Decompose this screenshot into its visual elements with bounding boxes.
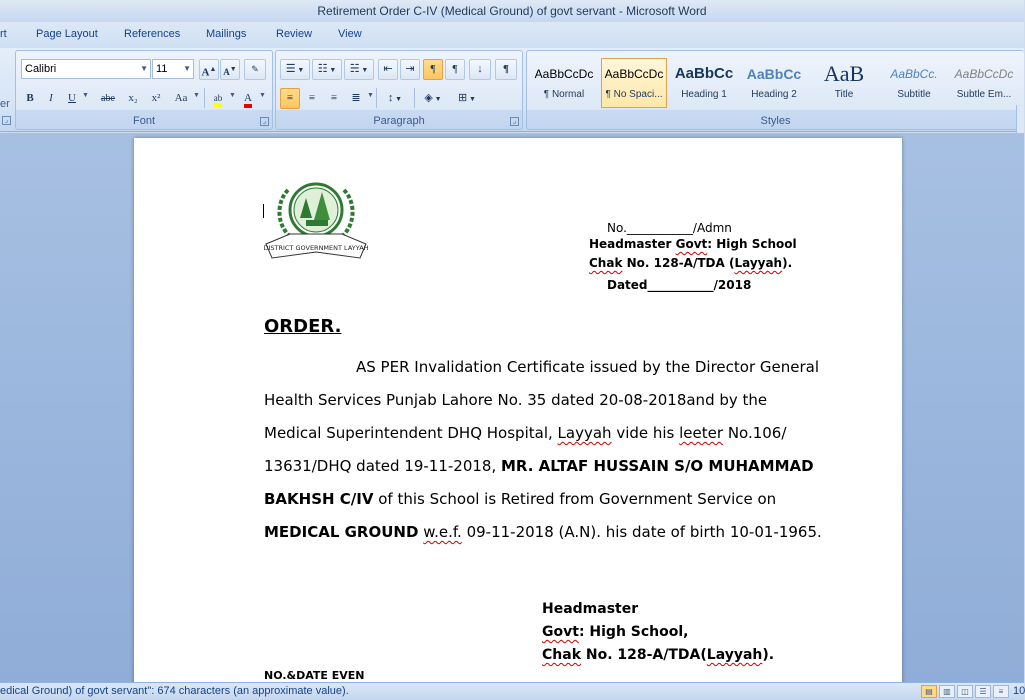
font-group xyxy=(15,50,273,130)
body-text: 09-11-2018 (A.N). his date of birth 10-01-1965. xyxy=(461,523,822,541)
paint-bucket-icon: ◈ xyxy=(424,92,433,104)
align-center-button[interactable] xyxy=(302,88,322,109)
clipboard-group-partial-label: er xyxy=(0,98,10,110)
style-sample: AaBbCc. xyxy=(890,67,938,81)
style-subtle-emphasis[interactable] xyxy=(951,58,1017,108)
justify-button[interactable] xyxy=(346,88,366,109)
clear-formatting-button[interactable] xyxy=(244,59,266,80)
underline-button[interactable]: U xyxy=(68,92,76,104)
outline-view-icon[interactable]: ☰ xyxy=(975,685,991,698)
full-screen-reading-view-icon[interactable]: ▥ xyxy=(939,685,955,698)
align-center-icon: ≡ xyxy=(308,92,316,104)
paragraph-dialog-launcher-icon[interactable]: ⌟ xyxy=(510,117,519,126)
increase-indent-button[interactable] xyxy=(400,59,420,80)
align-right-button[interactable] xyxy=(324,88,344,109)
tab-references[interactable]: References xyxy=(124,28,181,40)
font-size-combo[interactable] xyxy=(152,59,194,79)
indent-icon: ⇥ xyxy=(405,63,415,75)
right-to-left-button[interactable] xyxy=(445,59,465,80)
font-name-value: Calibri xyxy=(25,63,57,75)
pilcrow-icon: ¶ xyxy=(503,63,509,75)
style-sample: AaBbCcDc xyxy=(534,67,594,81)
logo-text: DISTRICT GOVERNMENT LAYYAH xyxy=(263,244,369,252)
justify-icon: ≣ xyxy=(351,92,361,104)
paragraph-group-label: Paragraph xyxy=(373,115,425,127)
body-line-6 xyxy=(264,523,822,541)
retirement-ground: MEDICAL GROUND xyxy=(264,523,419,541)
body-text: leeter xyxy=(679,424,724,442)
style-name: Subtitle xyxy=(897,89,931,100)
tab-mailings[interactable]: Mailings xyxy=(206,28,247,40)
style-no-spacing[interactable] xyxy=(601,58,667,108)
highlight-button[interactable] xyxy=(207,88,229,109)
font-name-combo[interactable] xyxy=(21,59,151,79)
shrink-font-button[interactable]: A▼ xyxy=(220,59,240,80)
chevron-down-icon: ▼ xyxy=(367,92,374,99)
signature-text: Govt xyxy=(542,624,579,640)
signature-text: No. 128-A/TDA( xyxy=(581,647,707,663)
status-message: edical Ground) of govt servant": 674 characters (an approximate value). xyxy=(0,685,349,697)
style-sample: AaBbCcDc xyxy=(954,67,1014,81)
eraser-icon: ✎ xyxy=(251,64,259,74)
style-sample: AaB xyxy=(823,61,865,86)
office-line-text: ). xyxy=(782,256,793,270)
ribbon-tabs xyxy=(0,22,1024,48)
sort-icon: ↓ xyxy=(477,63,483,75)
style-name: Heading 2 xyxy=(751,89,797,100)
numbering-icon: ☷ xyxy=(317,63,328,75)
styles-group xyxy=(526,50,1024,130)
status-bar xyxy=(0,682,1024,700)
signature-text: Chak xyxy=(542,647,581,663)
style-heading-2[interactable] xyxy=(741,58,807,108)
body-text: of this School is Retired from Government Service on xyxy=(373,490,777,508)
style-title[interactable] xyxy=(811,58,877,108)
shading-button[interactable]: ◈ ▼ xyxy=(424,92,442,104)
office-line-text: Layyah xyxy=(734,256,783,270)
tab-page-layout[interactable]: Page Layout xyxy=(36,28,98,40)
style-name: ¶ Normal xyxy=(543,89,585,100)
dated-line: Dated___________/2018 xyxy=(607,278,752,292)
strikethrough-button[interactable]: abe xyxy=(101,93,115,104)
zoom-level[interactable]: 10 xyxy=(1013,685,1025,697)
numbering-button[interactable]: ☷ ▼ xyxy=(312,59,342,80)
office-line-1 xyxy=(589,237,797,251)
style-subtitle[interactable] xyxy=(881,58,947,108)
body-line-3 xyxy=(264,424,786,442)
text-cursor xyxy=(263,204,264,218)
style-sample: AaBbCc xyxy=(746,66,802,82)
style-sample: AaBbCc xyxy=(674,65,734,82)
show-hide-button[interactable] xyxy=(495,59,517,80)
draft-view-icon[interactable]: ≡ xyxy=(993,685,1009,698)
decrease-indent-button[interactable] xyxy=(378,59,398,80)
chevron-down-icon: ▼ xyxy=(140,64,148,73)
ltr-pilcrow-icon: ¶ xyxy=(430,63,436,75)
paragraph-group xyxy=(275,50,523,130)
font-color-icon: A xyxy=(244,92,252,108)
divider xyxy=(376,88,377,108)
style-name: Heading 1 xyxy=(681,89,727,100)
font-size-value: 11 xyxy=(156,63,168,75)
left-to-right-button[interactable] xyxy=(423,59,443,80)
chevron-down-icon: ▼ xyxy=(229,92,236,99)
reference-number-line: No.___________/Admn xyxy=(607,221,732,235)
subscript-button[interactable]: x₂ xyxy=(128,92,138,104)
body-text: Medical Superintendent DHQ Hospital, xyxy=(264,424,558,442)
rtl-pilcrow-icon: ¶ xyxy=(452,63,458,75)
office-line-2 xyxy=(589,256,792,270)
office-line-text: Govt xyxy=(675,237,708,251)
chevron-down-icon: ▼ xyxy=(82,92,89,99)
shrink-font-icon: A xyxy=(223,67,230,77)
align-left-icon: ≡ xyxy=(286,92,294,104)
style-heading-1[interactable] xyxy=(671,58,737,108)
style-name: Title xyxy=(834,89,854,100)
body-text: Layyah xyxy=(557,424,612,442)
employee-name: MR. ALTAF HUSSAIN S/O MUHAMMAD xyxy=(501,457,814,475)
bullets-icon: ☰ xyxy=(285,63,296,75)
office-line-text: Chak xyxy=(589,256,623,270)
body-line-2: Health Services Punjab Lahore No. 35 dated 20-08-2018and by the xyxy=(264,391,768,409)
office-line-text: : High School xyxy=(707,237,797,251)
body-line-4 xyxy=(264,457,814,475)
styles-group-label: Styles xyxy=(760,115,791,127)
document-area[interactable] xyxy=(0,133,1024,682)
style-name: Subtle Em... xyxy=(956,89,1012,100)
office-line-text: No. 128-A/TDA ( xyxy=(622,256,735,270)
signature-text: ). xyxy=(762,647,775,663)
font-dialog-launcher-icon[interactable]: ⌟ xyxy=(260,117,269,126)
body-line-5 xyxy=(264,490,776,508)
office-line-text: Headmaster xyxy=(589,237,676,251)
signature-title: Headmaster xyxy=(542,601,639,617)
style-sample: AaBbCcDc xyxy=(604,67,664,81)
multilevel-list-icon: ☵ xyxy=(349,63,360,75)
tab-insert[interactable]: rt xyxy=(0,28,7,40)
line-spacing-button[interactable]: ↕ ▼ xyxy=(387,92,403,104)
clipboard-launcher-icon[interactable]: ⌟ xyxy=(2,116,11,125)
grow-font-icon: A xyxy=(201,66,210,79)
footer-reference: NO.&DATE EVEN xyxy=(264,669,365,682)
superscript-button[interactable]: x² xyxy=(151,92,161,104)
web-layout-view-icon[interactable]: ◫ xyxy=(957,685,973,698)
borders-button[interactable]: ⊞ ▼ xyxy=(458,92,476,104)
body-text: vide his xyxy=(611,424,680,442)
font-group-label: Font xyxy=(132,115,155,127)
borders-icon: ⊞ xyxy=(458,92,468,104)
signature-line-2 xyxy=(542,624,689,640)
sort-button[interactable] xyxy=(469,59,491,80)
change-case-button[interactable]: Aa xyxy=(174,92,188,104)
tab-review[interactable]: Review xyxy=(276,28,313,40)
signature-text: : High School, xyxy=(578,624,689,640)
ribbon xyxy=(0,48,1024,132)
title-bar xyxy=(0,0,1024,22)
document-page[interactable] xyxy=(134,138,902,698)
highlighter-icon: ab xyxy=(214,93,223,107)
print-layout-view-icon[interactable]: ▤ xyxy=(921,685,937,698)
employee-name: BAKHSH C/IV xyxy=(264,490,374,508)
align-left-button[interactable] xyxy=(280,88,300,109)
body-text: 13631/DHQ dated 19-11-2018, xyxy=(264,457,501,475)
divider xyxy=(204,88,205,108)
style-normal[interactable] xyxy=(531,58,597,108)
window-title: Retirement Order C-IV (Medical Ground) of govt servant - Microsoft Word xyxy=(317,4,707,18)
body-text: w.e.f. xyxy=(423,523,462,541)
district-government-layyah-logo xyxy=(260,168,372,268)
body-line-1: AS PER Invalidation Certificate issued by the Director General xyxy=(356,358,820,376)
signature-text: Layyah xyxy=(706,647,763,663)
divider xyxy=(414,88,415,108)
bold-button[interactable]: B xyxy=(26,92,34,104)
body-text: No.106/ xyxy=(723,424,787,442)
multilevel-list-button[interactable]: ☵ ▼ xyxy=(344,59,374,80)
chevron-down-icon: ▼ xyxy=(183,64,191,73)
align-right-icon: ≡ xyxy=(330,92,338,104)
grow-font-button[interactable]: A▲ xyxy=(199,59,219,80)
chevron-down-icon: ▼ xyxy=(193,92,200,99)
italic-button[interactable]: I xyxy=(49,92,53,104)
outdent-icon: ⇤ xyxy=(383,63,393,75)
signature-line-3 xyxy=(542,647,774,663)
line-spacing-icon: ↕ xyxy=(387,92,394,104)
tab-view[interactable]: View xyxy=(338,28,362,40)
order-heading: ORDER. xyxy=(264,316,342,337)
style-name: ¶ No Spaci... xyxy=(605,89,663,100)
font-color-button[interactable] xyxy=(238,88,258,109)
chevron-down-icon: ▼ xyxy=(259,92,266,99)
bullets-button[interactable]: ☰ ▼ xyxy=(280,59,310,80)
